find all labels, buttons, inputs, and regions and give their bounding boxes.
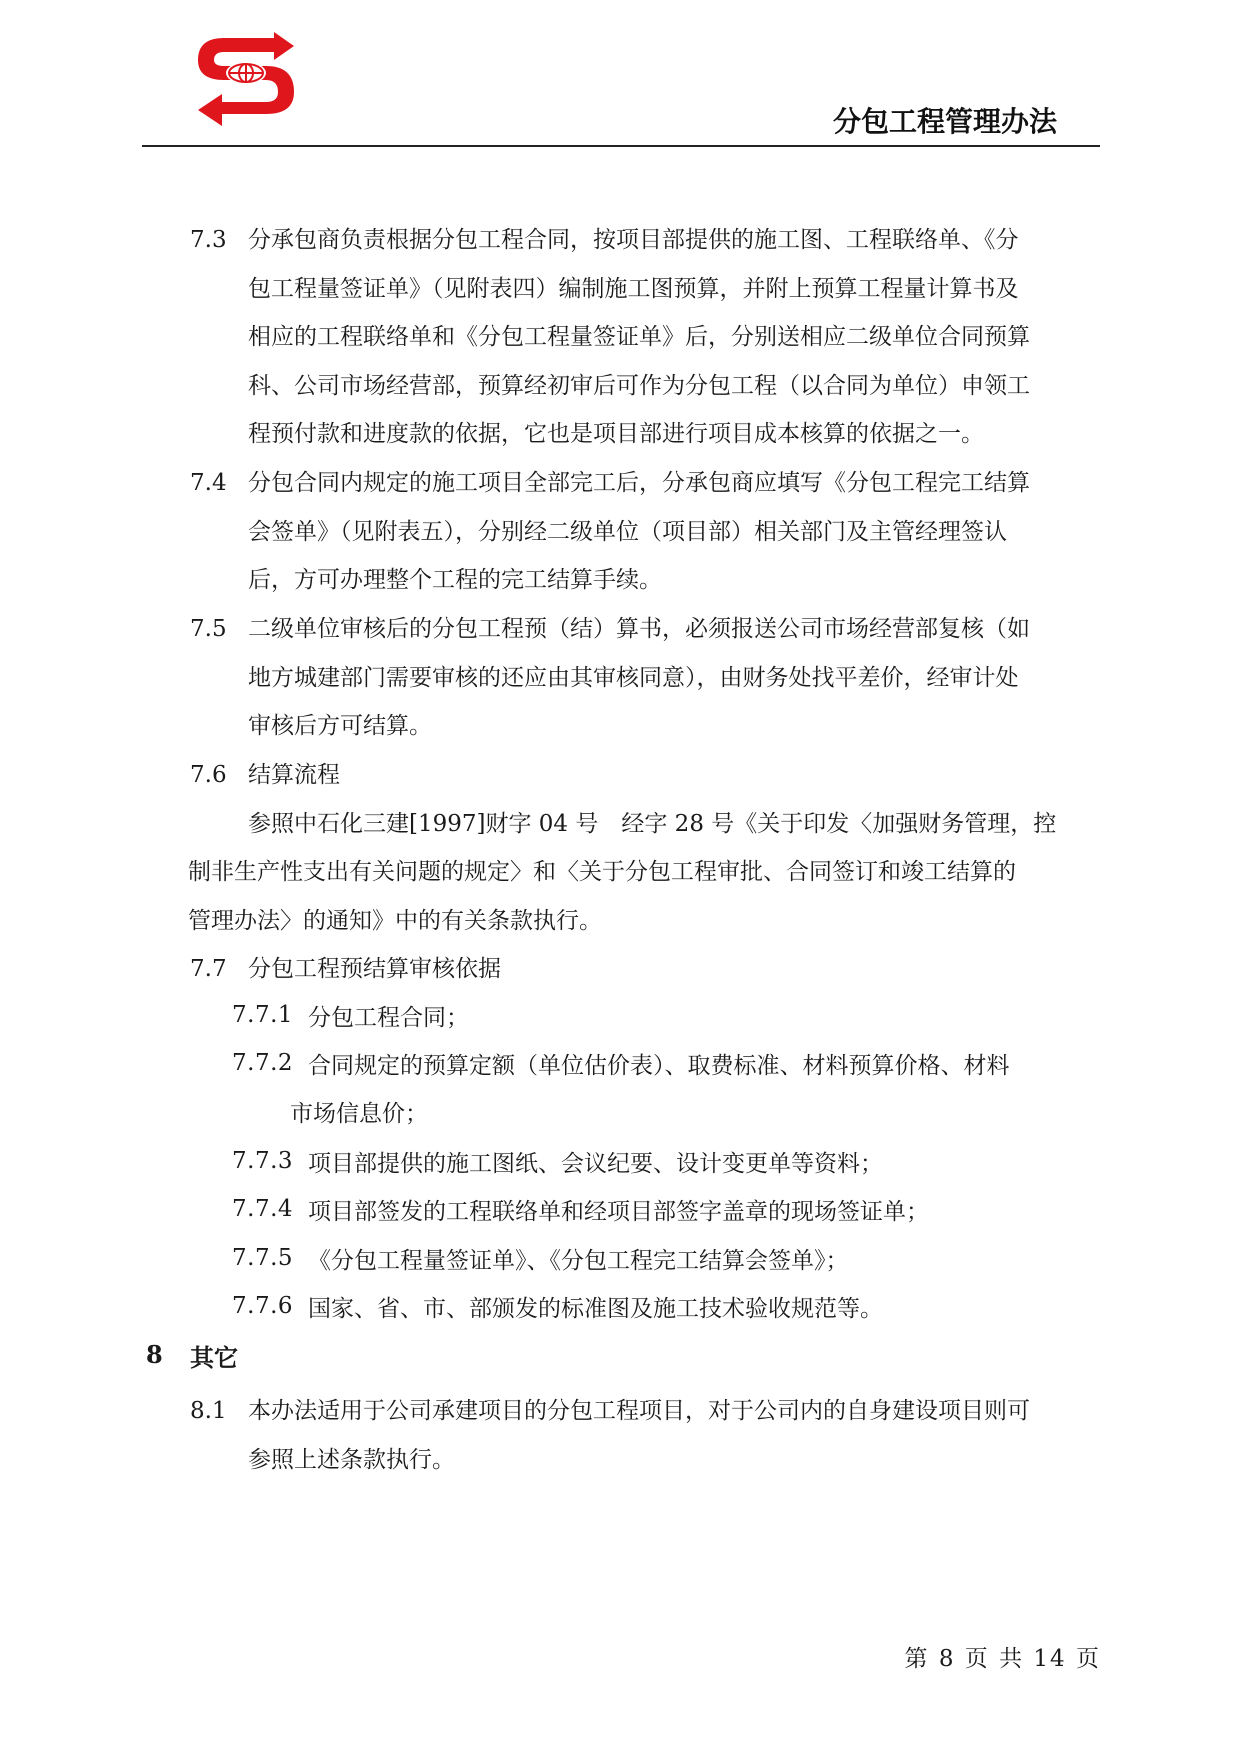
page-number: 第 8 页 共 14 页	[904, 1646, 1101, 1672]
clause-number: 7.6	[190, 762, 227, 788]
clause-number: 8.1	[190, 1398, 227, 1424]
subclause-text: 项目部提供的施工图纸、会议纪要、设计变更单等资料；	[308, 1151, 883, 1177]
subclause-number: 7.7.5	[232, 1245, 294, 1271]
document-title: 分包工程管理办法	[832, 105, 1057, 138]
subclause-number: 7.7.2	[232, 1050, 294, 1076]
clause-number: 7.4	[190, 470, 227, 496]
subclause-text: 合同规定的预算定额（单位估价表）、取费标准、材料预算价格、材料	[308, 1053, 1010, 1079]
subclause-number: 7.7.1	[232, 1002, 294, 1028]
subclause-number: 7.7.6	[232, 1293, 294, 1319]
section-number: 8	[146, 1340, 163, 1369]
company-logo	[196, 30, 298, 130]
clause-7-7-title: 分包工程预结算审核依据	[248, 956, 501, 982]
reference-line-2: 制非生产性支出有关问题的规定〉和〈关于分包工程审批、合同签订和竣工结算的	[188, 859, 1016, 885]
clause-7-4-text: 分包合同内规定的施工项目全部完工后，分承包商应填写《分包工程完工结算 会签单》（见附表五），分别经二级单位（项目部）相关部门及主管经理签认 后，方可办理整个工程的完工结算手续。	[248, 470, 1030, 593]
clause-number: 7.5	[190, 616, 227, 642]
subclause-text: 项目部签发的工程联络单和经项目部签字盖章的现场签证单；	[308, 1199, 929, 1225]
reference-line-1: 参照中石化三建[1997]财字 04 号 经字 28 号《关于印发〈加强财务管理，控	[248, 811, 1057, 837]
section-title: 其它	[190, 1344, 238, 1372]
subclause-text: 国家、省、市、部颁发的标准图及施工技术验收规范等。	[308, 1296, 883, 1322]
clause-number: 7.7	[190, 956, 227, 982]
subclause-text: 分包工程合同；	[308, 1005, 469, 1031]
header-divider	[142, 145, 1100, 147]
clause-7-5-text: 二级单位审核后的分包工程预（结）算书，必须报送公司市场经营部复核（如 地方城建部门需要审核的还应由其审核同意），由财务处找平差价，经审计处 审核后方可结算。	[248, 616, 1030, 739]
clause-7-3-text: 分承包商负责根据分包工程合同，按项目部提供的施工图、工程联络单、《分 包工程量签证单》（见附表四）编制施工图预算，并附上预算工程量计算书及 相应的工程联络单和《分包工程量签证单》后，分别送相应二级单位合同预算 科、公司市场经营部，预算经初审后可作为分包工程（以合同为单位）申领工 程预付款和进度款的依据，它也是项目部进行项目成本核算的依据之一。	[248, 227, 1030, 447]
subclause-text-cont: 市场信息价；	[290, 1101, 428, 1127]
clause-7-6-title: 结算流程	[248, 762, 340, 788]
clause-8-1-text: 本办法适用于公司承建项目的分包工程项目，对于公司内的自身建设项目则可 参照上述条款执行。	[248, 1398, 1030, 1473]
subclause-number: 7.7.3	[232, 1148, 294, 1174]
subclause-number: 7.7.4	[232, 1196, 294, 1222]
reference-line-3: 管理办法〉的通知》中的有关条款执行。	[188, 908, 602, 934]
clause-number: 7.3	[190, 227, 227, 253]
subclause-text: 《分包工程量签证单》、《分包工程完工结算会签单》；	[308, 1248, 849, 1274]
